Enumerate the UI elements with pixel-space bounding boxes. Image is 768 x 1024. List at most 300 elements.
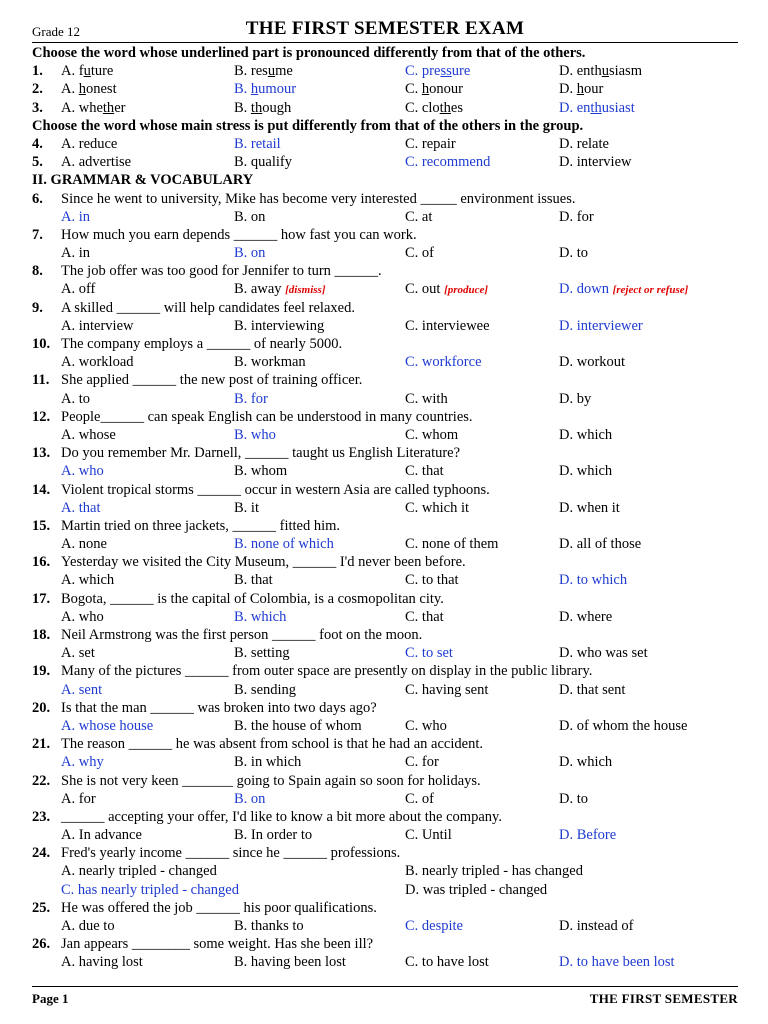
option-label: C. [405, 317, 419, 334]
option-label: A. [61, 63, 76, 80]
option-label: C. [405, 918, 419, 934]
option-label: D. [559, 918, 574, 934]
option-d[interactable] [559, 499, 620, 517]
option-c[interactable] [405, 317, 490, 335]
option-label: D. [559, 827, 574, 844]
option-c[interactable] [405, 790, 434, 808]
option-c[interactable] [405, 917, 463, 935]
question-24 [32, 844, 738, 899]
option-a[interactable] [61, 753, 104, 771]
option-b[interactable] [234, 644, 290, 662]
option-d[interactable] [559, 917, 634, 935]
question-stem-line [32, 335, 738, 353]
question-stem: She is not very keen _______ going to Spain again so soon for holidays. [61, 772, 481, 789]
option-b[interactable] [234, 608, 286, 626]
option-text-post: er [114, 99, 126, 116]
option-label: C. [405, 572, 419, 589]
option-c[interactable] [405, 426, 458, 444]
option-text: in which [250, 754, 302, 771]
option-label: A. [61, 790, 76, 807]
option-text: to which [576, 572, 628, 589]
question-7 [32, 226, 738, 262]
option-d[interactable] [559, 280, 688, 299]
options-line [32, 644, 738, 662]
option-label: B. [234, 208, 248, 225]
question-stem-line [32, 844, 738, 862]
option-c[interactable] [405, 80, 463, 98]
option-text: advertise [78, 154, 132, 171]
option-text: that sent [576, 681, 626, 698]
option-label: C. [405, 208, 419, 225]
option-label: B. [234, 954, 248, 971]
option-text: of whom the house [576, 717, 688, 734]
option-text: to [78, 390, 91, 407]
question-number: 11. [32, 372, 50, 389]
question-stem-line [32, 699, 738, 717]
option-label: B. [234, 354, 248, 371]
option-a[interactable] [61, 99, 125, 117]
option-a[interactable] [61, 208, 90, 226]
option-label: A. [61, 281, 76, 298]
option-text: due to [78, 918, 115, 934]
option-label: A. [61, 245, 76, 262]
option-label: D. [559, 63, 574, 80]
option-d[interactable] [559, 681, 625, 699]
option-a[interactable] [61, 499, 100, 517]
question-stem-line [32, 190, 738, 208]
page-footer [32, 986, 738, 1007]
option-label: C. [405, 536, 419, 553]
option-b[interactable] [234, 244, 265, 262]
option-text: to that [421, 572, 459, 589]
option-d[interactable] [559, 135, 609, 153]
option-label: A. [61, 863, 76, 880]
option-b[interactable] [234, 280, 325, 299]
option-text: off [78, 281, 96, 298]
question-number: 5. [32, 154, 43, 171]
question-13 [32, 444, 738, 480]
question-stem: Is that the man ______ was broken into two days ago? [61, 699, 377, 716]
question-25 [32, 899, 738, 935]
option-b[interactable] [234, 535, 334, 553]
option-b[interactable] [234, 426, 276, 444]
option-a[interactable] [61, 826, 142, 844]
option-text: was tripled - changed [422, 881, 548, 898]
option-label: D. [559, 208, 574, 225]
question-1 [32, 62, 738, 80]
option-d[interactable] [559, 953, 675, 971]
question-stem: Bogota, ______ is the capital of Colombia, is a cosmopolitan city. [61, 590, 444, 607]
option-label: B. [234, 463, 248, 480]
question-stem-line [32, 371, 738, 389]
option-d[interactable] [559, 353, 625, 371]
options-line [32, 717, 738, 735]
option-d[interactable] [559, 790, 588, 808]
option-label: A. [61, 135, 76, 152]
option-a[interactable] [61, 317, 134, 335]
option-text: that [250, 572, 273, 589]
option-text: none of which [250, 536, 334, 553]
option-label: D. [559, 281, 574, 298]
question-3 [32, 99, 738, 117]
option-label: B. [234, 536, 248, 553]
option-label: C. [405, 154, 419, 171]
option-label: B. [234, 645, 248, 662]
options-line [32, 280, 738, 298]
option-c[interactable] [405, 717, 447, 735]
option-label: D. [559, 135, 574, 152]
option-d[interactable] [559, 753, 612, 771]
option-label: C. [405, 354, 419, 371]
option-a[interactable] [61, 917, 115, 935]
option-note: [reject or refuse] [612, 284, 689, 297]
option-label: A. [61, 99, 76, 116]
question-number: 16. [32, 554, 51, 571]
question-number: 26. [32, 936, 51, 953]
option-text: nearly tripled - changed [78, 863, 217, 880]
option-text-pre: f [78, 63, 84, 80]
option-c[interactable] [405, 62, 470, 80]
option-b[interactable] [234, 681, 296, 699]
question-stem-line [32, 590, 738, 608]
option-text: to [576, 245, 589, 262]
option-text: which [576, 754, 613, 771]
option-text: who [421, 717, 447, 734]
option-c[interactable] [405, 353, 482, 371]
option-b[interactable] [234, 917, 304, 935]
question-12 [32, 408, 738, 444]
question-stem: ______ accepting your offer, I'd like to know a bit more about the company. [61, 808, 502, 825]
option-b[interactable] [234, 462, 287, 480]
option-text-post: umour [258, 81, 297, 98]
option-text: interviewee [421, 317, 490, 334]
option-text: Before [576, 827, 617, 844]
option-b[interactable] [234, 717, 362, 735]
option-note: [produce] [444, 284, 489, 297]
option-b[interactable] [405, 862, 583, 880]
question-number: 12. [32, 408, 51, 425]
options-line [32, 917, 738, 935]
option-label: C. [405, 390, 419, 407]
option-label: B. [234, 426, 248, 443]
underlined-letters: ss [440, 63, 452, 80]
option-label: C. [405, 499, 419, 516]
option-text: who [250, 426, 276, 443]
question-5 [32, 153, 738, 171]
option-c[interactable] [405, 208, 432, 226]
option-d[interactable] [559, 80, 603, 98]
question-14 [32, 481, 738, 517]
question-22 [32, 772, 738, 808]
option-d[interactable] [559, 390, 591, 408]
option-b[interactable] [234, 826, 312, 844]
question-number: 20. [32, 699, 51, 716]
option-text: sent [78, 681, 103, 698]
option-a[interactable] [61, 571, 114, 589]
question-stem: She applied ______ the new post of training officer. [61, 372, 363, 389]
option-text: who was set [576, 645, 648, 662]
option-text: for [250, 390, 268, 407]
option-c[interactable] [405, 571, 459, 589]
option-b[interactable] [234, 135, 281, 153]
option-a[interactable] [61, 390, 90, 408]
option-label: A. [61, 827, 76, 844]
question-number: 24. [32, 845, 51, 862]
option-text: that [421, 608, 444, 625]
option-label: A. [61, 499, 76, 516]
page-header [32, 18, 738, 43]
option-b[interactable] [234, 753, 301, 771]
option-label: A. [61, 354, 76, 371]
option-label: A. [61, 390, 76, 407]
option-d[interactable] [559, 208, 594, 226]
option-label: A. [61, 645, 76, 662]
option-c[interactable] [405, 244, 434, 262]
option-label: A. [61, 463, 76, 480]
underlined-letters: h [576, 81, 584, 98]
option-c[interactable] [61, 881, 239, 899]
option-c[interactable] [405, 608, 444, 626]
option-label: D. [559, 426, 574, 443]
option-d[interactable] [559, 317, 643, 335]
question-stem: Since he went to university, Mike has become very interested _____ environment issues. [61, 190, 576, 207]
question-11 [32, 371, 738, 407]
options-line [32, 499, 738, 517]
question-number: 13. [32, 445, 51, 462]
option-label: C. [405, 954, 419, 971]
option-label: C. [405, 63, 419, 80]
option-label: C. [405, 135, 419, 152]
option-d[interactable] [559, 644, 648, 662]
option-text: at [421, 208, 433, 225]
question-number: 15. [32, 517, 51, 534]
option-d[interactable] [559, 535, 641, 553]
option-label: B. [234, 317, 248, 334]
option-b[interactable] [234, 62, 293, 80]
option-a[interactable] [61, 717, 153, 735]
option-b[interactable] [234, 571, 273, 589]
option-text: that [78, 499, 101, 516]
option-c[interactable] [405, 153, 490, 171]
option-label: C. [405, 245, 419, 262]
underlined-letters: th [250, 99, 263, 116]
option-c[interactable] [405, 99, 463, 117]
option-d[interactable] [559, 62, 642, 80]
option-b[interactable] [234, 390, 268, 408]
option-a[interactable] [61, 535, 107, 553]
option-d[interactable] [559, 571, 627, 589]
options-line [32, 80, 738, 98]
option-c[interactable] [405, 280, 488, 299]
question-number: 4. [32, 135, 43, 152]
option-label: C. [61, 881, 75, 898]
question-stem-line [32, 553, 738, 571]
options-line [32, 244, 738, 262]
question-stem: Jan appears ________ some weight. Has she been ill? [61, 936, 374, 953]
options-line [32, 608, 738, 626]
option-c[interactable] [405, 681, 488, 699]
option-text: set [78, 645, 95, 662]
question-stem-line [32, 262, 738, 280]
option-d[interactable] [559, 717, 687, 735]
option-a[interactable] [61, 644, 95, 662]
option-d[interactable] [559, 244, 588, 262]
option-a[interactable] [61, 426, 116, 444]
option-a[interactable] [61, 790, 96, 808]
option-a[interactable] [61, 80, 117, 98]
option-text: of [421, 790, 435, 807]
option-label: B. [234, 681, 248, 698]
section-heading: II. GRAMMAR & VOCABULARY [32, 172, 254, 189]
option-text: on [250, 208, 266, 225]
section-instruction: Choose the word whose main stress is put differently from that of the others in the group. [32, 117, 584, 134]
options-line [32, 426, 738, 444]
options-line [32, 62, 738, 80]
option-d[interactable] [405, 881, 547, 899]
option-a[interactable] [61, 62, 113, 80]
option-text: In advance [78, 827, 142, 844]
exam-title: THE FIRST SEMESTER EXAM [245, 18, 525, 39]
question-stem-line [32, 935, 738, 953]
question-23 [32, 808, 738, 844]
question-stem: A skilled ______ will help candidates feel relaxed. [61, 299, 355, 316]
option-text: qualify [250, 154, 292, 171]
option-c[interactable] [405, 953, 489, 971]
option-b[interactable] [234, 153, 292, 171]
option-label: A. [61, 572, 76, 589]
option-c[interactable] [405, 462, 444, 480]
options-line [32, 881, 738, 899]
option-label: B. [234, 81, 248, 98]
option-text: none of them [421, 536, 499, 553]
option-label: C. [405, 281, 419, 298]
option-text-post: ough [262, 99, 292, 116]
option-label: B. [234, 245, 248, 262]
question-number: 21. [32, 736, 51, 753]
option-a[interactable] [61, 953, 143, 971]
option-a[interactable] [61, 135, 117, 153]
option-d[interactable] [559, 608, 612, 626]
option-a[interactable] [61, 862, 217, 880]
option-a[interactable] [61, 462, 104, 480]
option-a[interactable] [61, 280, 95, 298]
options-line [32, 99, 738, 117]
option-a[interactable] [61, 244, 90, 262]
option-b[interactable] [234, 353, 306, 371]
question-stem: The job offer was too good for Jennifer to turn ______. [61, 263, 382, 280]
options-line [32, 353, 738, 371]
question-number: 17. [32, 590, 51, 607]
option-label: D. [559, 463, 574, 480]
option-label: D. [559, 681, 574, 698]
option-label: C. [405, 608, 419, 625]
underlined-letters: u [267, 63, 276, 80]
option-label: D. [559, 245, 574, 262]
option-b[interactable] [234, 499, 259, 517]
question-number: 14. [32, 481, 51, 498]
option-label: D. [559, 645, 574, 662]
option-text: having lost [78, 954, 143, 971]
option-label: C. [405, 827, 419, 844]
option-b[interactable] [234, 953, 346, 971]
option-a[interactable] [61, 353, 134, 371]
option-text: which [250, 608, 287, 625]
question-number: 23. [32, 808, 51, 825]
options-line [32, 317, 738, 335]
question-number: 9. [32, 299, 43, 316]
option-b[interactable] [234, 99, 291, 117]
option-a[interactable] [61, 608, 104, 626]
option-text: to have been lost [576, 954, 675, 971]
option-c[interactable] [405, 826, 452, 844]
option-b[interactable] [234, 790, 265, 808]
option-text: why [78, 754, 104, 771]
option-label: A. [61, 154, 76, 171]
option-b[interactable] [234, 317, 324, 335]
options-line [32, 571, 738, 589]
option-text: workman [250, 354, 306, 371]
option-b[interactable] [234, 80, 296, 98]
question-number: 7. [32, 226, 43, 243]
question-26 [32, 935, 738, 971]
option-d[interactable] [559, 153, 632, 171]
option-b[interactable] [234, 208, 265, 226]
question-stem-line [32, 444, 738, 462]
question-stem: Do you remember Mr. Darnell, ______ taught us English Literature? [61, 445, 461, 462]
option-label: A. [61, 717, 76, 734]
option-c[interactable] [405, 390, 448, 408]
option-text-pre: clo [421, 99, 440, 116]
option-text: away [250, 281, 282, 298]
option-label: C. [405, 754, 419, 771]
option-a[interactable] [61, 681, 102, 699]
question-number: 10. [32, 336, 51, 352]
option-d[interactable] [559, 826, 616, 844]
option-d[interactable] [559, 99, 635, 117]
option-c[interactable] [405, 644, 453, 662]
option-note: [dismiss] [285, 284, 326, 297]
option-text-pre: enth [576, 63, 602, 80]
option-text: retail [250, 135, 281, 152]
question-stem: Yesterday we visited the City Museum, ______ I'd never been before. [61, 554, 466, 571]
question-number: 8. [32, 263, 43, 280]
option-text-post: siasm [608, 63, 642, 80]
footer-title: THE FIRST SEMESTER [589, 991, 738, 1006]
option-d[interactable] [559, 426, 612, 444]
option-c[interactable] [405, 535, 498, 553]
option-label: B. [234, 754, 248, 771]
option-text-pre: whe [78, 99, 103, 116]
option-label: C. [405, 790, 419, 807]
option-d[interactable] [559, 462, 612, 480]
option-c[interactable] [405, 753, 439, 771]
option-text: having sent [421, 681, 489, 698]
option-label: B. [234, 790, 248, 807]
option-label: C. [405, 717, 419, 734]
option-label: B. [234, 63, 248, 80]
question-stem-line [32, 517, 738, 535]
option-text-pre: res [250, 63, 268, 80]
underlined-letters: h [250, 81, 259, 98]
option-c[interactable] [405, 499, 469, 517]
options-line [32, 208, 738, 226]
option-label: A. [61, 754, 76, 771]
option-label: D. [559, 354, 574, 371]
option-text: interviewing [250, 317, 325, 334]
option-label: D. [559, 499, 574, 516]
option-c[interactable] [405, 135, 456, 153]
option-a[interactable] [61, 153, 131, 171]
